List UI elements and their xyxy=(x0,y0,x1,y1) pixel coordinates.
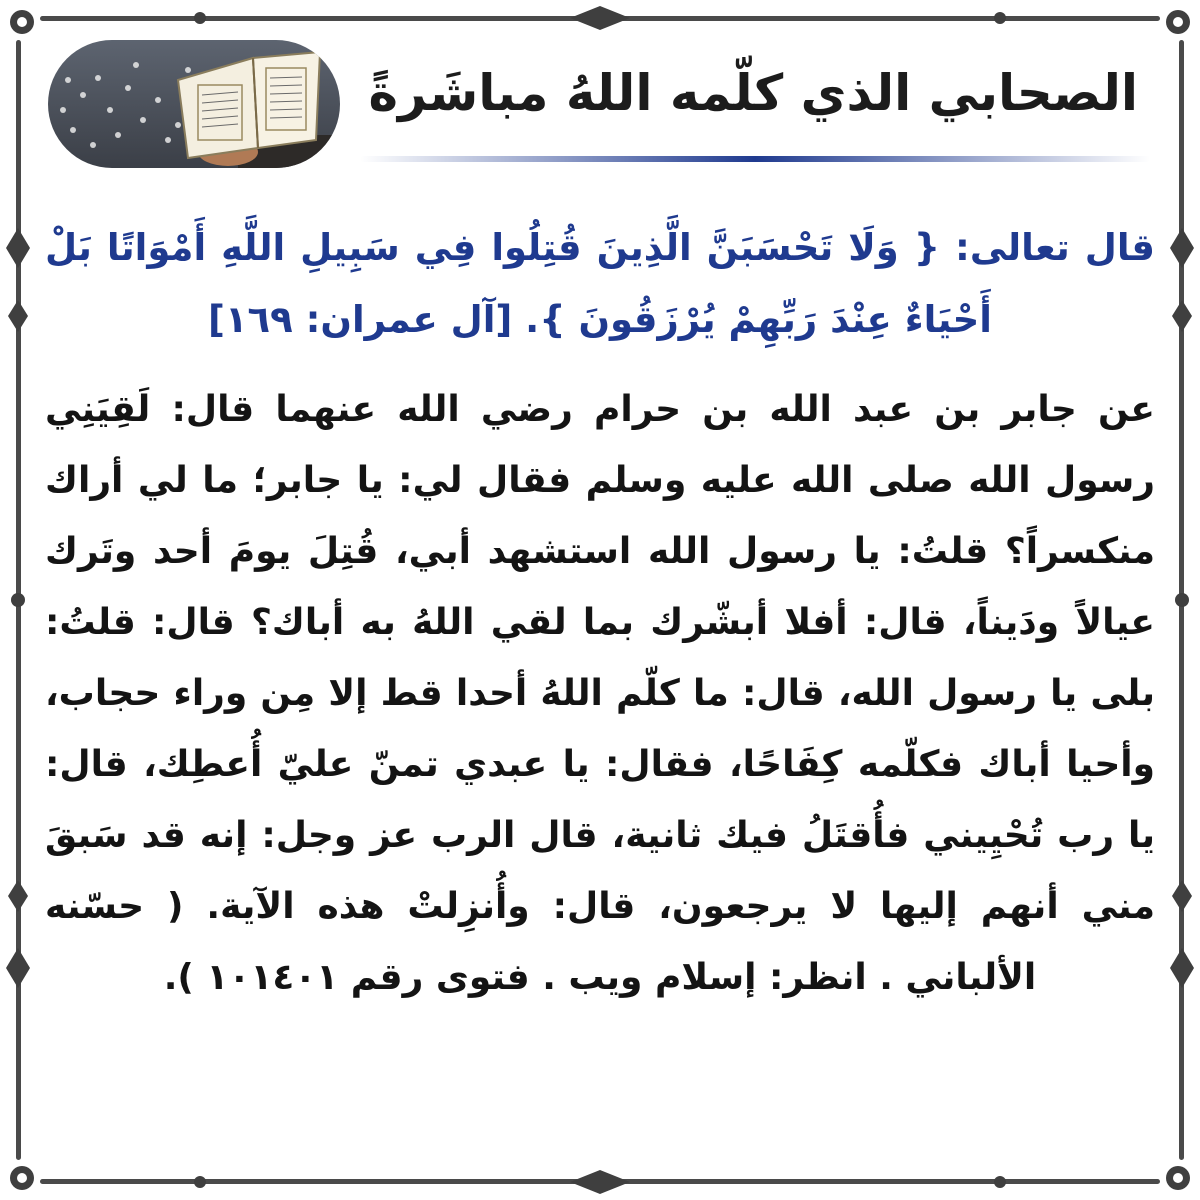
hadith-text: عن جابر بن عبد الله بن حرام رضي الله عنهما قال: لَقِيَنِي رسول الله صلى الله عليه وسلم فقال لي: يا جابر؛ ما لي أراك منكسراً؟ قلتُ: يا رسول الله استشهد أبي، قُتِلَ يومَ أحد وتَرك عيالاً ودَيناً، قال: أفلا أبشّرك بما لقي اللهُ به أباك؟ قال: قلتُ: بلى يا رسول الله، قال: ما كلّم اللهُ أحدا قط إلا مِن وراء حجاب، وأحيا أباك فكلّمه كِفَاحًا، فقال: يا عبدي تمنّ عليّ أُعطِك، قال: يا رب تُحْيِيني فأُقتَلُ فيك ثانية، قال الرب عز وجل: إنه قد سَبقَ مني أنهم إليها لا يرجعون، قال: وأُنزِلتْ هذه الآية. ( حسّنه الألباني . انظر: إسلام ويب . فتوى رقم ١٠١٤٠١ ). xyxy=(45,389,1155,998)
header xyxy=(48,32,1152,172)
quran-book-icon xyxy=(48,40,340,168)
page-title: الصحابي الذي كلّمه اللهُ مباشَرةً xyxy=(368,64,1138,122)
title-area xyxy=(360,58,1150,168)
title-underline xyxy=(360,156,1150,162)
quran-verse: قال تعالى: { وَلَا تَحْسَبَنَّ الَّذِينَ قُتِلُوا فِي سَبِيلِ اللَّهِ أَمْوَاتًا بَلْ أَحْيَاءٌ عِنْدَ رَبِّهِمْ يُرْزَقُونَ }. [آل عمران: ١٦٩] xyxy=(45,226,1155,341)
header-image xyxy=(48,40,340,168)
